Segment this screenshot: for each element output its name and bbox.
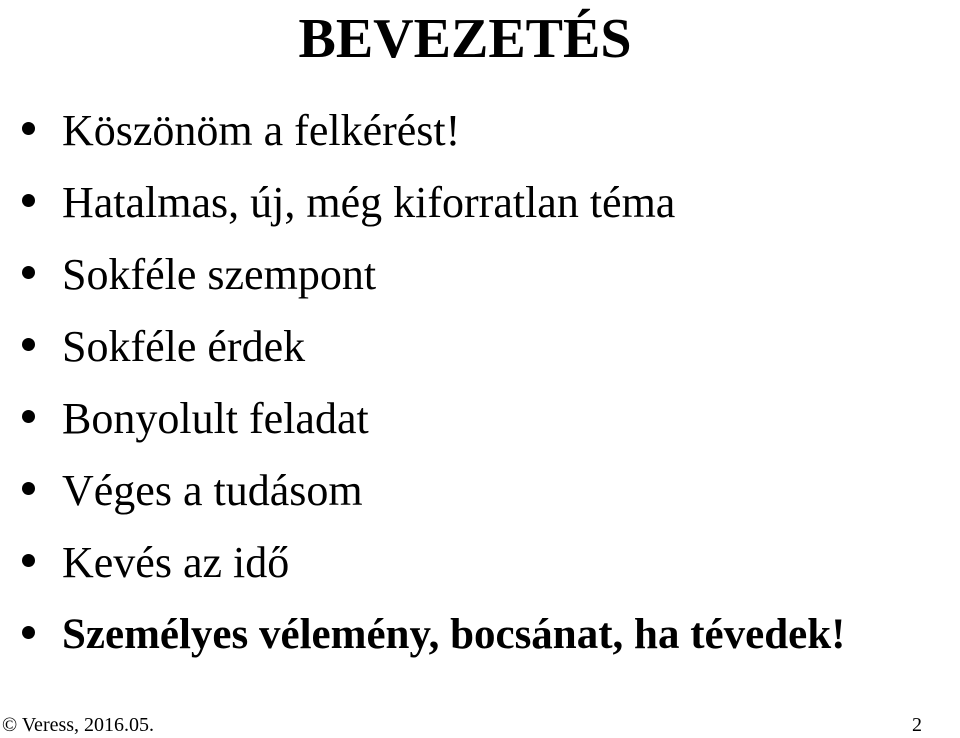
- slide-title: BEVEZETÉS: [298, 8, 632, 70]
- bullet-dot-icon: [22, 122, 35, 135]
- bullet-dot-icon: [22, 338, 35, 351]
- bullet-text: Kevés az idő: [62, 538, 290, 587]
- bullet-item: [0, 240, 960, 312]
- bullet-list: [0, 96, 960, 672]
- bullet-text: Sokféle érdek: [62, 322, 306, 371]
- bullet-text: Sokféle szempont: [62, 250, 377, 299]
- bullet-dot-icon: [22, 194, 35, 207]
- bullet-item: [0, 312, 960, 384]
- bullet-item: [0, 168, 960, 240]
- slide-footer: [0, 712, 960, 738]
- bullet-item-emphasis: [0, 600, 960, 672]
- bullet-dot-icon: [22, 554, 35, 567]
- bullet-dot-icon: [22, 410, 35, 423]
- bullet-text: Köszönöm a felkérést!: [62, 106, 461, 155]
- bullet-text: Véges a tudásom: [62, 466, 363, 515]
- bullet-dot-icon: [22, 626, 35, 639]
- bullet-item: [0, 456, 960, 528]
- bullet-text: Bonyolult feladat: [62, 394, 369, 443]
- page-number: 2: [912, 714, 922, 736]
- bullet-text: Hatalmas, új, még kiforratlan téma: [62, 178, 676, 227]
- bullet-item: [0, 384, 960, 456]
- footer-copyright: © Veress, 2016.05.: [2, 714, 155, 736]
- bullet-dot-icon: [22, 482, 35, 495]
- bullet-item: [0, 528, 960, 600]
- bullet-item: [0, 96, 960, 168]
- bullet-dot-icon: [22, 266, 35, 279]
- bullet-text: Személyes vélemény, bocsánat, ha tévedek!: [62, 611, 846, 658]
